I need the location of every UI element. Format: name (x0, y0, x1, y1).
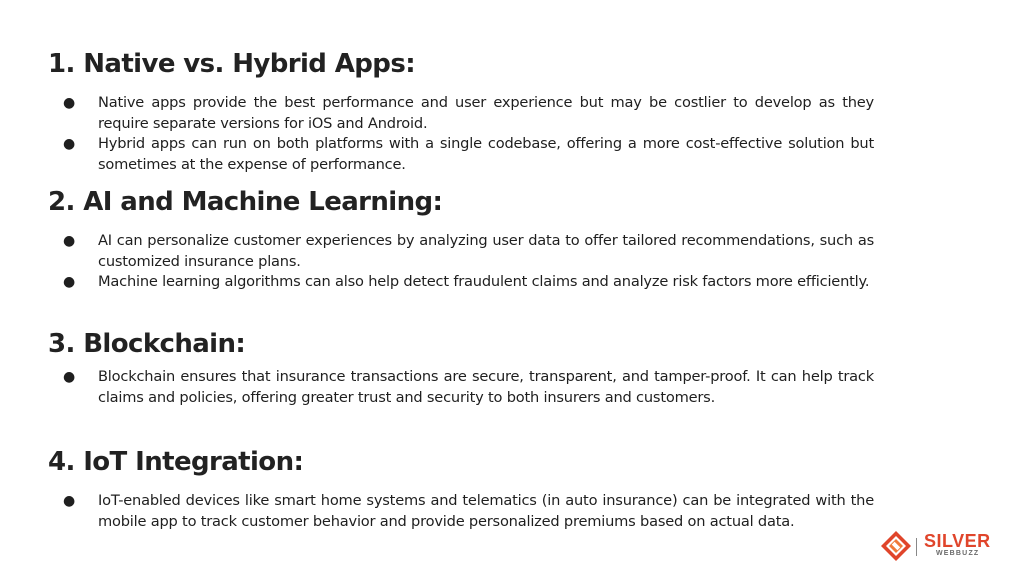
list-item (48, 367, 874, 408)
bullet-list (48, 231, 874, 293)
section-native-hybrid (48, 48, 874, 175)
bullet-icon: ● (63, 136, 76, 152)
section-heading: 1. Native vs. Hybrid Apps: (48, 49, 415, 79)
logo-separator (916, 538, 917, 556)
bullet-text: Hybrid apps can run on both platforms with a single codebase, offering a more cost-effective solution but sometimes at the expense of performance. (98, 135, 874, 173)
bullet-text: Blockchain ensures that insurance transactions are secure, transparent, and tamper-proof. It can help track claims and policies, offering greater trust and security to both insurers and customers. (98, 368, 874, 406)
logo-subtext: WEBBUZZ (936, 550, 980, 557)
bullet-icon: ● (63, 233, 76, 249)
bullet-icon: ● (63, 274, 76, 290)
list-item (48, 93, 874, 134)
silver-webbuzz-logo-icon (880, 530, 912, 562)
list-item (48, 491, 874, 532)
section-iot (48, 446, 874, 532)
bullet-icon: ● (63, 493, 76, 509)
section-heading: 4. IoT Integration: (48, 447, 304, 477)
section-heading: 3. Blockchain: (48, 329, 246, 359)
section-heading: 2. AI and Machine Learning: (48, 187, 443, 217)
bullet-text: AI can personalize customer experiences by analyzing user data to offer tailored recommendations, such as customized insurance plans. (98, 232, 874, 270)
bullet-text: Native apps provide the best performance and user experience but may be costlier to develop as they require separate versions for iOS and Android. (98, 94, 874, 132)
list-item (48, 231, 874, 272)
section-ai-ml (48, 186, 874, 293)
bullet-text: IoT-enabled devices like smart home systems and telematics (in auto insurance) can be integrated with the mobile app to track customer behavior and provide personalized premiums based on actual data. (98, 492, 874, 530)
logo-wordmark: SILVER (924, 531, 991, 551)
bullet-text: Machine learning algorithms can also help detect fraudulent claims and analyze risk factors more efficiently. (98, 273, 870, 290)
bullet-list (48, 93, 874, 175)
bullet-list (48, 491, 874, 532)
list-item (48, 134, 874, 175)
bullet-icon: ● (63, 369, 76, 385)
bullet-list (48, 367, 874, 408)
list-item (48, 272, 874, 293)
brand-logo (880, 530, 1010, 562)
bullet-icon: ● (63, 95, 76, 111)
section-blockchain (48, 328, 874, 408)
